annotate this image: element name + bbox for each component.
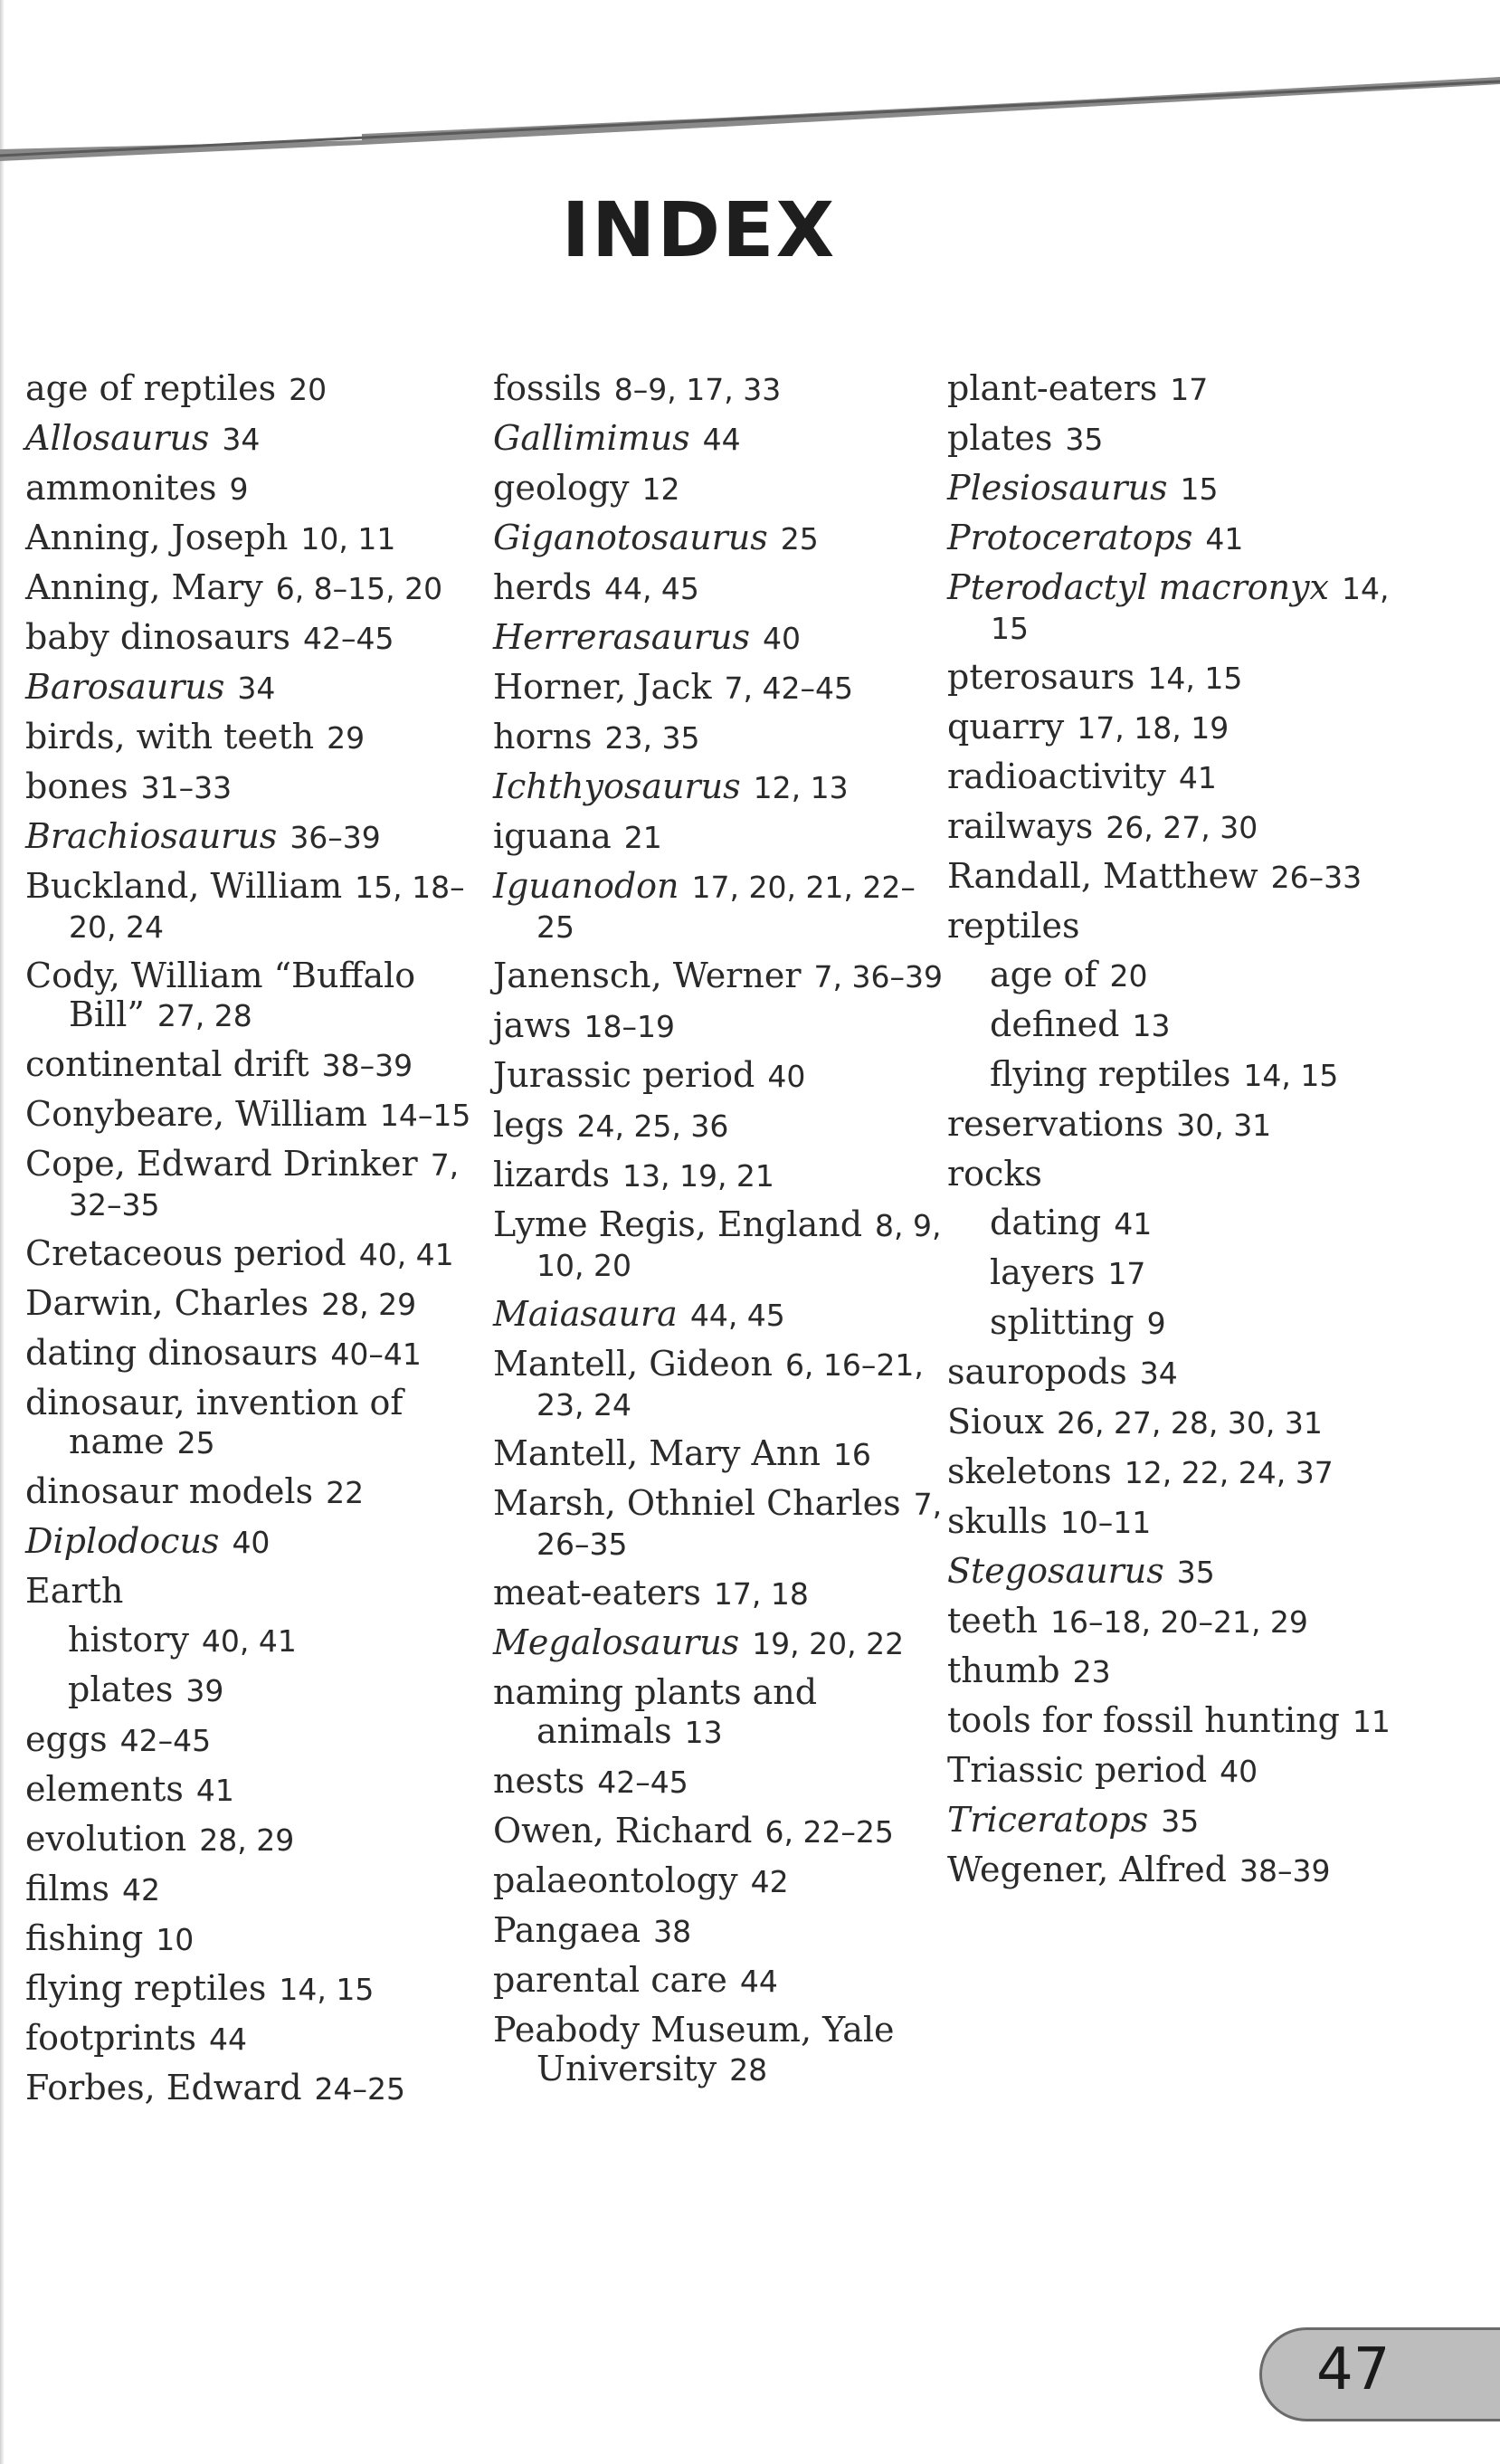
index-subentry: [947, 1005, 1400, 1045]
index-term: Triceratops: [947, 1800, 1149, 1840]
page-title: INDEX: [561, 186, 837, 274]
index-term: quarry: [947, 707, 1065, 747]
index-term: naming plants and animals: [493, 1672, 818, 1751]
index-entry: [493, 956, 945, 996]
index-term: reservations: [947, 1104, 1164, 1144]
index-term: splitting: [990, 1302, 1134, 1342]
index-entry: [493, 1345, 945, 1424]
index-pages: 30, 31: [1176, 1108, 1272, 1143]
index-pages: 34: [237, 671, 276, 706]
index-term: Mantell, Mary Ann: [493, 1433, 821, 1473]
index-term: Marsh, Othniel Charles: [493, 1483, 901, 1523]
index-pages: 6, 22–25: [764, 1814, 894, 1850]
index-pages: 23: [1072, 1654, 1111, 1689]
index-term: fossils: [493, 368, 602, 408]
index-term: nests: [493, 1761, 585, 1801]
index-term: Randall, Matthew: [947, 856, 1258, 896]
index-term: Earth: [25, 1571, 124, 1611]
index-term: parental care: [493, 1960, 727, 2000]
index-term: railways: [947, 806, 1094, 846]
index-entry: [25, 1145, 478, 1224]
index-pages: 20: [289, 372, 328, 407]
index-pages: 34: [1139, 1356, 1178, 1391]
index-term: Cody, William “Buffalo Bill”: [25, 956, 416, 1034]
index-pages: 31–33: [140, 770, 233, 805]
index-pages: 38: [653, 1914, 692, 1949]
index-pages: 29: [327, 720, 366, 756]
index-pages: 26, 27, 30: [1106, 810, 1258, 845]
index-subentry: [25, 1621, 478, 1660]
index-pages: 42: [750, 1864, 789, 1899]
index-entry: [493, 1434, 945, 1474]
index-term: Barosaurus: [25, 667, 225, 707]
index-entry: [493, 867, 945, 947]
index-entry: [947, 1602, 1400, 1641]
index-entry: [493, 618, 945, 658]
index-entry: [493, 817, 945, 857]
index-entry: [947, 518, 1400, 558]
index-entry: [947, 907, 1400, 946]
index-term: skulls: [947, 1501, 1048, 1541]
index-term: Owen, Richard: [493, 1811, 753, 1850]
index-entry: [25, 1522, 478, 1562]
index-entry: [493, 1812, 945, 1851]
index-entry: [947, 1651, 1400, 1691]
index-entry: [947, 1403, 1400, 1442]
index-term: Herrerasaurus: [493, 617, 751, 657]
index-term: pterosaurs: [947, 657, 1135, 697]
index-term: Peabody Museum, Yale University: [493, 2010, 895, 2088]
index-term: teeth: [947, 1601, 1038, 1641]
index-term: skeletons: [947, 1451, 1112, 1491]
index-entry: [947, 708, 1400, 747]
index-term: reptiles: [947, 906, 1080, 946]
index-term: eggs: [25, 1719, 108, 1759]
index-entry: [947, 1552, 1400, 1592]
index-term: Cope, Edward Drinker: [25, 1144, 418, 1184]
index-pages: 25: [176, 1425, 215, 1460]
index-term: herds: [493, 567, 592, 607]
index-term: Forbes, Edward: [25, 2068, 302, 2107]
index-term: Pterodactyl macronyx: [947, 567, 1329, 607]
page-margin-shadow: [0, 0, 5, 2464]
index-term: rocks: [947, 1154, 1042, 1194]
index-pages: 44: [702, 422, 741, 457]
index-entry: [25, 1384, 478, 1462]
index-pages: 35: [1161, 1803, 1200, 1839]
index-pages: 11: [1352, 1704, 1391, 1739]
index-term: birds, with teeth: [25, 717, 315, 756]
index-term: Plesiosaurus: [947, 468, 1168, 508]
index-pages: 42–45: [597, 1765, 688, 1800]
index-entry: [25, 1770, 478, 1810]
index-pages: 9: [1146, 1306, 1166, 1341]
index-pages: 17, 18: [713, 1576, 809, 1612]
index-term: age of: [990, 955, 1097, 994]
index-entry: [947, 369, 1400, 409]
index-term: baby dinosaurs: [25, 617, 290, 657]
index-term: Gallimimus: [493, 418, 690, 458]
index-term: Brachiosaurus: [25, 816, 278, 856]
index-entry: [25, 1284, 478, 1324]
index-entry: [493, 1205, 945, 1285]
index-subentry: [947, 1303, 1400, 1343]
index-term: radioactivity: [947, 756, 1166, 796]
index-term: dinosaur models: [25, 1471, 314, 1511]
index-pages: 34: [222, 422, 261, 457]
index-pages: 44: [739, 1964, 778, 1999]
index-term: Protoceratops: [947, 518, 1193, 557]
index-term: dinosaur, invention of name: [25, 1383, 403, 1461]
index-entry: [493, 1156, 945, 1195]
index-pages: 17: [1107, 1256, 1146, 1291]
index-subentry: [947, 1055, 1400, 1095]
index-term: layers: [990, 1252, 1096, 1292]
index-pages: 24, 25, 36: [576, 1108, 729, 1144]
index-entry: [25, 2019, 478, 2059]
index-term: Mantell, Gideon: [493, 1344, 773, 1384]
index-entry: [493, 2011, 945, 2089]
index-pages: 23, 35: [604, 720, 700, 756]
index-entry: [25, 1869, 478, 1909]
index-term: Horner, Jack: [493, 667, 712, 707]
index-entry: [25, 1045, 478, 1085]
index-pages: 17, 18, 19: [1077, 710, 1229, 746]
index-entry: [947, 1353, 1400, 1393]
index-subentry: [947, 1203, 1400, 1243]
index-pages: 36–39: [290, 820, 381, 855]
index-entry: [25, 1969, 478, 2009]
index-pages: 20: [1109, 958, 1148, 994]
index-term: sauropods: [947, 1352, 1127, 1392]
index-entry: [25, 1572, 478, 1611]
page-number: 47: [1316, 2336, 1391, 2403]
index-pages: 17: [1170, 372, 1209, 407]
index-pages: 10, 11: [300, 521, 396, 557]
index-term: Anning, Joseph: [25, 518, 289, 557]
index-entry: [25, 1720, 478, 1760]
index-pages: 7, 26–35: [536, 1487, 943, 1562]
index-pages: 13: [1132, 1008, 1171, 1043]
index-entry: [25, 718, 478, 757]
index-entry: [493, 1006, 945, 1046]
index-term: iguana: [493, 816, 612, 856]
index-pages: 18–19: [584, 1009, 675, 1044]
index-pages: 40: [767, 1059, 806, 1094]
index-pages: 6, 16–21, 23, 24: [536, 1347, 924, 1422]
index-term: ammonites: [25, 468, 217, 508]
index-entry: [947, 1105, 1400, 1145]
index-entry: [25, 956, 478, 1035]
index-pages: 22: [326, 1475, 365, 1510]
index-entry: [947, 1452, 1400, 1492]
index-entry: [493, 668, 945, 708]
index-pages: 12, 22, 24, 37: [1124, 1455, 1334, 1490]
index-term: Giganotosaurus: [493, 518, 768, 557]
index-pages: 27, 28: [157, 998, 252, 1033]
index-pages: 41: [1178, 760, 1217, 795]
index-term: fishing: [25, 1918, 144, 1958]
index-term: dating: [990, 1203, 1102, 1242]
index-pages: 44: [208, 2022, 247, 2057]
index-entry: [25, 419, 478, 459]
index-pages: 14, 15: [279, 1972, 375, 2007]
index-pages: 17, 20, 21, 22–25: [536, 870, 916, 945]
index-column-1: [25, 369, 478, 2118]
index-pages: 35: [1176, 1555, 1215, 1590]
index-term: legs: [493, 1105, 565, 1145]
index-entry: [25, 2069, 478, 2108]
index-pages: 38–39: [321, 1048, 413, 1083]
index-pages: 14, 15: [1243, 1058, 1339, 1093]
index-term: Pangaea: [493, 1910, 641, 1950]
index-entry: [493, 1623, 945, 1663]
index-pages: 44, 45: [603, 571, 699, 606]
index-entry: [25, 817, 478, 857]
index-pages: 12, 13: [753, 770, 849, 805]
index-entry: [25, 1334, 478, 1374]
index-pages: 7, 42–45: [724, 671, 853, 706]
index-entry: [493, 1106, 945, 1146]
index-pages: 41: [195, 1773, 234, 1808]
index-pages: 15: [1180, 471, 1219, 507]
index-entry: [493, 1056, 945, 1096]
index-term: plates: [947, 418, 1053, 458]
index-term: Ichthyosaurus: [493, 766, 741, 806]
index-term: dating dinosaurs: [25, 1333, 318, 1373]
index-pages: 42–45: [302, 621, 394, 656]
index-entry: [947, 807, 1400, 847]
index-entry: [493, 1295, 945, 1335]
index-pages: 7, 32–35: [69, 1147, 460, 1222]
index-pages: 40–41: [330, 1337, 422, 1372]
index-term: flying reptiles: [25, 1968, 267, 2008]
index-entry: [947, 568, 1400, 648]
index-entry: [947, 1502, 1400, 1542]
index-pages: 16–18, 20–21, 29: [1050, 1604, 1308, 1640]
index-pages: 28: [729, 2052, 768, 2088]
index-pages: 21: [623, 820, 662, 855]
index-term: geology: [493, 468, 630, 508]
index-pages: 14, 15: [991, 571, 1390, 646]
index-pages: 8–9, 17, 33: [613, 372, 782, 407]
index-term: Jurassic period: [493, 1055, 755, 1095]
index-pages: 44, 45: [689, 1298, 785, 1333]
index-entry: [493, 518, 945, 558]
index-pages: 41: [1205, 521, 1244, 557]
index-entry: [493, 1911, 945, 1951]
index-term: Diplodocus: [25, 1521, 220, 1561]
index-pages: 13, 19, 21: [622, 1158, 774, 1194]
index-term: bones: [25, 766, 128, 806]
index-term: elements: [25, 1769, 184, 1809]
index-entry: [25, 1919, 478, 1959]
index-pages: 41: [1114, 1206, 1153, 1242]
index-entry: [493, 1762, 945, 1802]
index-pages: 14–15: [379, 1098, 471, 1133]
index-pages: 16: [832, 1437, 871, 1472]
index-entry: [493, 1861, 945, 1901]
index-term: plates: [68, 1670, 174, 1709]
index-entry: [25, 1820, 478, 1860]
index-column-2: [493, 369, 945, 2099]
index-pages: 10–11: [1059, 1505, 1152, 1540]
index-term: Janensch, Werner: [493, 956, 802, 995]
header-swoosh: [0, 0, 1500, 181]
index-entry: [947, 1701, 1400, 1741]
index-term: Cretaceous period: [25, 1233, 347, 1273]
index-entry: [493, 469, 945, 509]
index-pages: 9: [229, 471, 249, 507]
index-term: flying reptiles: [990, 1054, 1231, 1094]
index-pages: 40: [763, 621, 802, 656]
index-pages: 40: [232, 1525, 271, 1560]
index-pages: 24–25: [314, 2071, 406, 2107]
index-term: Darwin, Charles: [25, 1283, 309, 1323]
index-pages: 40: [1220, 1754, 1258, 1789]
index-column-3: [947, 369, 1400, 1900]
index-term: jaws: [493, 1005, 572, 1045]
index-entry: [947, 1155, 1400, 1194]
index-term: meat-eaters: [493, 1573, 701, 1613]
index-entry: [25, 1472, 478, 1512]
index-term: plant-eaters: [947, 368, 1158, 408]
index-pages: 42–45: [119, 1723, 212, 1758]
index-pages: 42: [122, 1872, 161, 1907]
index-term: thumb: [947, 1651, 1060, 1690]
index-subentry: [25, 1670, 478, 1710]
index-term: palaeontology: [493, 1860, 738, 1900]
index-entry: [493, 1673, 945, 1752]
index-entry: [947, 757, 1400, 797]
index-entry: [947, 1751, 1400, 1791]
index-pages: 28, 29: [321, 1287, 417, 1322]
index-pages: 12: [641, 471, 680, 507]
index-pages: 35: [1065, 422, 1104, 457]
index-entry: [25, 568, 478, 608]
index-pages: 40, 41: [358, 1237, 454, 1272]
index-entry: [493, 419, 945, 459]
index-term: Megalosaurus: [493, 1622, 740, 1662]
index-pages: 39: [185, 1673, 224, 1708]
index-subentry: [947, 1253, 1400, 1293]
index-entry: [947, 419, 1400, 459]
index-term: Sioux: [947, 1402, 1044, 1441]
index-term: Allosaurus: [25, 418, 210, 458]
index-pages: 28, 29: [199, 1822, 295, 1858]
index-entry: [25, 618, 478, 658]
index-term: lizards: [493, 1155, 610, 1194]
index-entry: [493, 1961, 945, 2001]
index-entry: [25, 369, 478, 409]
index-pages: 40, 41: [201, 1623, 297, 1659]
index-term: Buckland, William: [25, 866, 343, 906]
index-term: Lyme Regis, England: [493, 1204, 863, 1244]
index-pages: 15, 18–20, 24: [69, 870, 465, 945]
index-pages: 19, 20, 22: [752, 1626, 905, 1661]
index-entry: [493, 718, 945, 757]
index-entry: [493, 1574, 945, 1613]
index-term: Triassic period: [947, 1750, 1208, 1790]
index-pages: 8, 9, 10, 20: [536, 1208, 942, 1283]
index-term: Iguanodon: [493, 866, 679, 906]
index-entry: [947, 1801, 1400, 1841]
index-entry: [25, 867, 478, 947]
index-entry: [25, 469, 478, 509]
index-entry: [947, 469, 1400, 509]
index-term: age of reptiles: [25, 368, 277, 408]
index-term: Conybeare, William: [25, 1094, 367, 1134]
index-term: evolution: [25, 1819, 187, 1859]
index-entry: [25, 1095, 478, 1135]
index-entry: [493, 369, 945, 409]
index-entry: [947, 857, 1400, 897]
index-entry: [25, 668, 478, 708]
index-pages: 10: [156, 1922, 195, 1957]
index-entry: [25, 518, 478, 558]
index-entry: [25, 1234, 478, 1274]
index-entry: [947, 658, 1400, 698]
index-entry: [947, 1850, 1400, 1890]
index-entry: [493, 1484, 945, 1564]
index-term: Maiasaura: [493, 1294, 678, 1334]
index-term: Stegosaurus: [947, 1551, 1164, 1591]
index-term: Anning, Mary: [25, 567, 263, 607]
index-term: defined: [990, 1004, 1120, 1044]
index-term: Wegener, Alfred: [947, 1850, 1228, 1889]
index-term: history: [68, 1620, 189, 1660]
index-term: tools for fossil hunting: [947, 1700, 1340, 1740]
index-pages: 38–39: [1239, 1853, 1331, 1888]
index-entry: [493, 767, 945, 807]
index-pages: 6, 8–15, 20: [275, 571, 443, 606]
index-pages: 25: [780, 521, 819, 557]
index-subentry: [947, 956, 1400, 995]
index-pages: 13: [684, 1715, 723, 1750]
index-pages: 26, 27, 28, 30, 31: [1056, 1405, 1323, 1441]
index-pages: 14, 15: [1147, 661, 1243, 696]
index-pages: 26–33: [1270, 860, 1362, 895]
index-term: films: [25, 1869, 110, 1908]
index-term: footprints: [25, 2018, 196, 2058]
index-term: continental drift: [25, 1044, 309, 1084]
index-pages: 7, 36–39: [813, 959, 943, 994]
index-entry: [25, 767, 478, 807]
index-term: horns: [493, 717, 593, 756]
index-entry: [493, 568, 945, 608]
